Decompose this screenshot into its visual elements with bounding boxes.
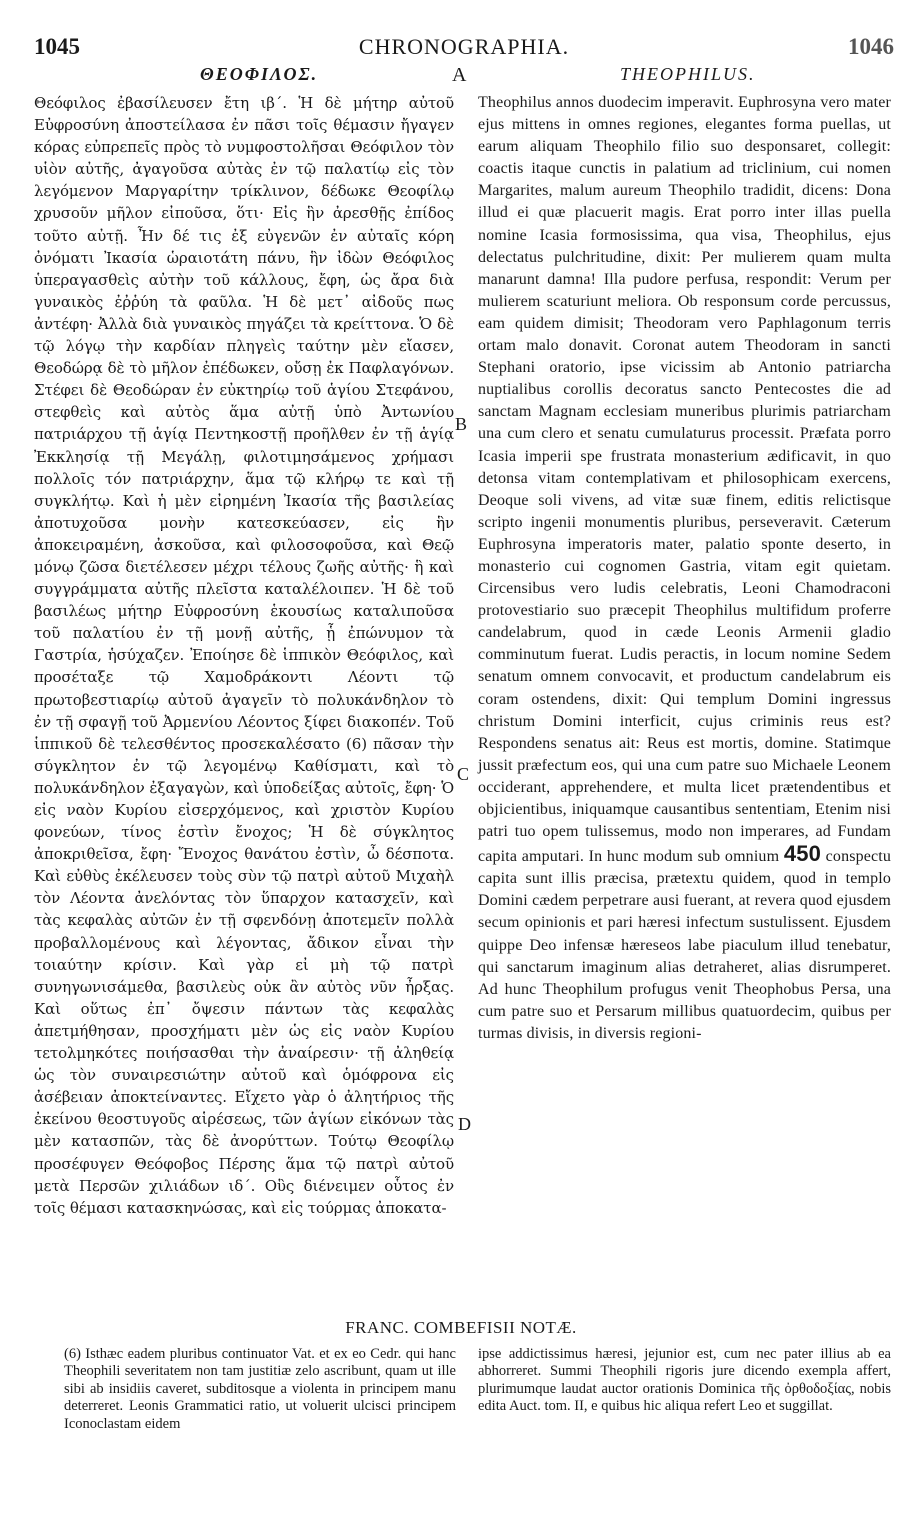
- section-marker-d: D: [458, 1114, 471, 1134]
- page-number-left: 1045: [34, 34, 80, 59]
- running-header: [34, 34, 894, 62]
- latin-text-before: Theophilus annos duodecim imperavit. Euphrosyna vero mater ejus mittens in omnes regiones, elegantes forma puellas, ut earum aliquam Theophilo filio suo desponsaret, collegit: coactis itaque cunctis in palatium ad triclinium, cui nomen Margarites, malum aureum Theophilo tradidit, dicens: Dona illud ei quæ placuerit magis. Erat porro inter illas puella nomine Icasia formosissima, qua visa, Theophilus, ejus delectatus pulchritudine, dixit: Per mulierem quam multa manarunt damna! Illa pudore perfusa, respondit: Verum per mulierem scaturiunt meliora. Ob responsum corde percussus, eam quidem dimisit; Theodoram vero Paphlagonum terris ortam malo donavit. Coronat autem Theodoram in sancti Stephani oratorio, ipse vicissim ab Antonio patriarcha nuptialibus corollis decoratus sancto Pentecostes die ad sanctam Magnam ecclesiam muneribus plurimis patriarcham una cum clero et senatu cumulaturus processit. Præfata porro Icasia imperii spe frustrata monasterium ædificavit, in quo detonsa vitam contemplativam et philosophicam exercens, Deoque soli vivens, ad vitæ suæ finem, editis relictisque scripto ingenii monumentis pluribus, perseveravit. Cæterum Euphrosyna imperatoris mater, palatio sponte deserto, in monasterio cui cognomen Gastria, vitam egit quietam. Circensibus vero ludis celebratis, Leoni Chamodraconi protovestiario suo præcepit Theophilus multifidum proferre candelabrum, quod in cæde Leonis Armenii gladio comminutum fuerat. Ludis peractis, in locum nomine Sedem senatum omnem convocavit, et productum candelabrum eis coram ostendens, dixit: Qui templum Domini ingressus christum Domini interficit, cujus criminis reus est? Respondens senatus ait: Reus est mortis, domine. Statimque jussit præfectum eos, qui una cum patre suo Michaele Leonem occiderant, apprehendere, et multa licet prætendentibus et objicientibus, iniquamque causantibus sententiam, Etenim nisi patri tuo opem tulissemus, modo non imperares, ad Fundam capita amputari. In hunc modum sub omnium: [478, 94, 891, 866]
- inline-page-number: 450: [783, 841, 821, 867]
- greek-column: Θεόφιλος ἐβασίλευσεν ἔτη ιβ΄. Ἡ δὲ μήτηρ αὐτοῦ Εὐφροσύνη ἀποστείλασα ἐν πᾶσι τοῖς θέμασιν ἤγαγεν κόρας εὐπρεπεῖς πρὸς τὸ νυμφοστολῆσαι Θεόφιλον τὸν υἱὸν αὐτῆς, ἀγαγοῦσα αὐτὰς ἐν τῷ παλατίῳ εἰς τὸν λεγόμενον Μαργαρίτην τρίκλινον, δέδωκε Θεοφίλῳ χρυσοῦν μῆλον εἰποῦσα, ὅτι· Εἰς ἣν ἀρεσθῇς ἐπίδος τοῦτο αὐτῇ. Ἦν δέ τις ἐξ εὐγενῶν ἐν αὐταῖς κόρη ὀνόματι Ἰκασία ὡραιοτάτη πάνυ, ἣν ἰδὼν Θεόφιλος ὑπεραγασθεὶς αὐτὴν τοῦ κάλλους, ἔφη, ὡς ἄρα διὰ γυναικὸς ἐῤῥύη τὰ φαῦλα. Ἡ δὲ μετ᾽ αἰδοῦς πως ἀντέφη· Ἀλλὰ διὰ γυναικὸς πηγάζει τὰ κρείττονα. Ὁ δὲ τῷ λόγῳ τὴν καρδίαν πληγεὶς ταύτην μὲν εἴασεν, Θεοδώρᾳ δὲ τὸ μῆλον ἐπέδωκεν, οὔσῃ ἐκ Παφλαγόνων. Στέφει δὲ Θεοδώραν ἐν εὐκτηρίῳ τοῦ ἁγίου Στεφάνου, στεφθεὶς καὶ αὐτὸς ἅμα αὐτῇ ὑπὸ Ἀντωνίου πατριάρχου τῇ ἁγίᾳ Πεντηκοστῇ προῆλθεν ἐν τῇ ἁγίᾳ Ἐκκλησίᾳ τῇ Μεγάλῃ, φιλοτιμησάμενος χρήμασι πολλοῖς τόν πατριάρχην, ἅμα τῷ κλήρῳ τε καὶ τῇ συγκλήτῳ. Καὶ ἡ μὲν εἰρημένη Ἰκασία τῆς βασιλείας ἀποτυχοῦσα μονὴν κατεσκεύασεν, εἰς ἣν ἀποκειραμένη, ἀσκοῦσα, καὶ φιλοσοφοῦσα, καὶ Θεῷ μόνῳ ζῶσα διετέλεσεν μέχρι τέλους ζωῆς αὐτῆς· ἣ καὶ συγγράμματα αὐτῆς πλεῖστα καταλέλοιπεν. Ἡ δὲ τοῦ βασιλέως μήτηρ Εὐφροσύνη ἑκουσίως καταλιποῦσα τοῦ παλατίου ἐν τῇ μονῇ αὐτῆς, ᾗ ἐπώνυμον τὰ Γαστρία, ἡσύχαζεν. Ἐποίησε δὲ ἱππικὸν Θεόφιλος, καὶ προσέταξε τῷ Χαμοδράκοντι Λέοντι τῷ πρωτοβεστιαρίῳ αὐτοῦ ἀγαγεῖν τὸ πολυκάνδηλον τὸ ἐν τῇ σφαγῇ τοῦ Ἀρμενίου Λέοντος ξίφει διακοπέν. Τοῦ ἱππικοῦ δὲ τελεσθέντος προσεκαλέσατο (6) πᾶσαν τὴν σύγκλητον ἐν τῷ λεγομένῳ Καθίσματι, καὶ τὸ πολυκάνδηλον ἐξαγαγὼν, καὶ ὑποδείξας αὐτοῖς, ἔφη· Ὁ εἰς ναὸν Κυρίου εἰσερχόμενος, καὶ χριστὸν Κυρίου φονεύων, τίνος ἐστὶν ἔνοχος; Ἡ δὲ σύγκλητος ἀποκριθεῖσα, ἔφη· Ἔνοχος θανάτου ἐστὶν, ὦ δέσποτα. Καὶ εὐθὺς ἐκέλευσεν τοὺς σὺν τῷ πατρὶ αὐτοῦ Μιχαὴλ τὸν Λέοντα ἀνελόντας τὸν ὕπαρχον κατασχεῖν, καὶ τὰς κεφαλὰς αὐτῶν ἐν τῇ σφενδόνῃ ἀποτεμεῖν πολλὰ προβαλλομένους καὶ λέγοντας, ἄδικον εἶναι τὴν τοιαύτην κρίσιν. Καὶ γὰρ εἰ μὴ τῷ πατρὶ συνηγωνισάμεθα, βασιλεὺς οὐκ ἂν αὐτὸς νῦν ἦρξας. Καὶ οὕτως ἐπ᾽ ὄψεσιν πάντων τὰς κεφαλὰς ἀπετμήθησαν, προσχήματι μὲν ὡς εἰς ναὸν Κυρίου τετολμηκότες ποιήσασθαι τὴν ἀναίρεσιν· τῇ ἀληθείᾳ ὡς τὸν συναιρεσιώτην αὐτοῦ καὶ ὁμόφρονα εἰς ἀσέβειαν ἀποκτείναντες. Εἴχετο γὰρ ὁ ἀλητήριος τῆς ἐκείνου θεοστυγοῦς αἱρέσεως, τῶν ἁγίων εἰκόνων τὰς μὲν κατασπῶν, τὰς δὲ ἀνορύττων. Τούτῳ Θεοφίλῳ προσέφυγεν Θεόφοβος Πέρσης ἅμα τῷ πατρὶ αὐτοῦ μετὰ Περσῶν χιλιάδων ιδ΄. Οὓς διένειμεν οὗτος ἐν τοῖς θέμασι κατασκηνώσας, καὶ εἰς τούρμας ἀποκατα-: [34, 94, 454, 1217]
- greek-heading: ΘΕΟΦΙΛΟΣ.: [200, 64, 319, 84]
- section-marker-b: B: [455, 414, 468, 434]
- running-title: CHRONOGRAPHIA.: [358, 34, 570, 59]
- latin-heading: THEOPHILUS.: [620, 64, 756, 84]
- section-marker-c: C: [457, 764, 470, 784]
- note-right-column: ipse addictissimus hæresi, jejunior est, cum nec pater illius ab ea abhorreret. Summi Theophili rigoris jure dicendo exempla affert, plurimumque laudat auctor orationis Dominica τῆς ὀρθοδοξίας, nobis edita Auct. tom. II, e quibus hic aliqua refert Leo et suggillat.: [478, 1346, 891, 1415]
- notes-title: FRANC. COMBEFISII NOTÆ.: [345, 1318, 577, 1337]
- note-left-column: (6) Isthæc eadem pluribus continuator Vat. et ex eo Cedr. qui hanc Theophili severitatem non tam justitiæ zelo ascribunt, quam ut ille sibi ab insidiis caveret, subditosque a violenta in principem manu deterreret. Leonis Grammatici ratio, ut voluerit ulcisci principem Iconoclastam eidem: [64, 1346, 456, 1432]
- latin-text-after: conspectu capita sunt illis præcisa, prætextu quidem, quod in templo Domini cædem perpetrare ausi fuerant, at revera quod ejusdem secum opinionis et pari hæresi infectum sustulissent. Ejusdem quippe Deo infensæ hæreseos labe piaculum illud tenebatur, qui sanctarum imaginum alias detraheret, alias disrumperet. Ad hunc Theophilum profugus venit Theophobus Persa, una cum patre suo et Persarum millibus quatuordecim, quibus per turmas divisis, in diversis regioni-: [478, 848, 891, 1042]
- page-number-right: 1046: [848, 34, 894, 59]
- section-marker-a: A: [452, 64, 469, 86]
- latin-column: [478, 92, 891, 1045]
